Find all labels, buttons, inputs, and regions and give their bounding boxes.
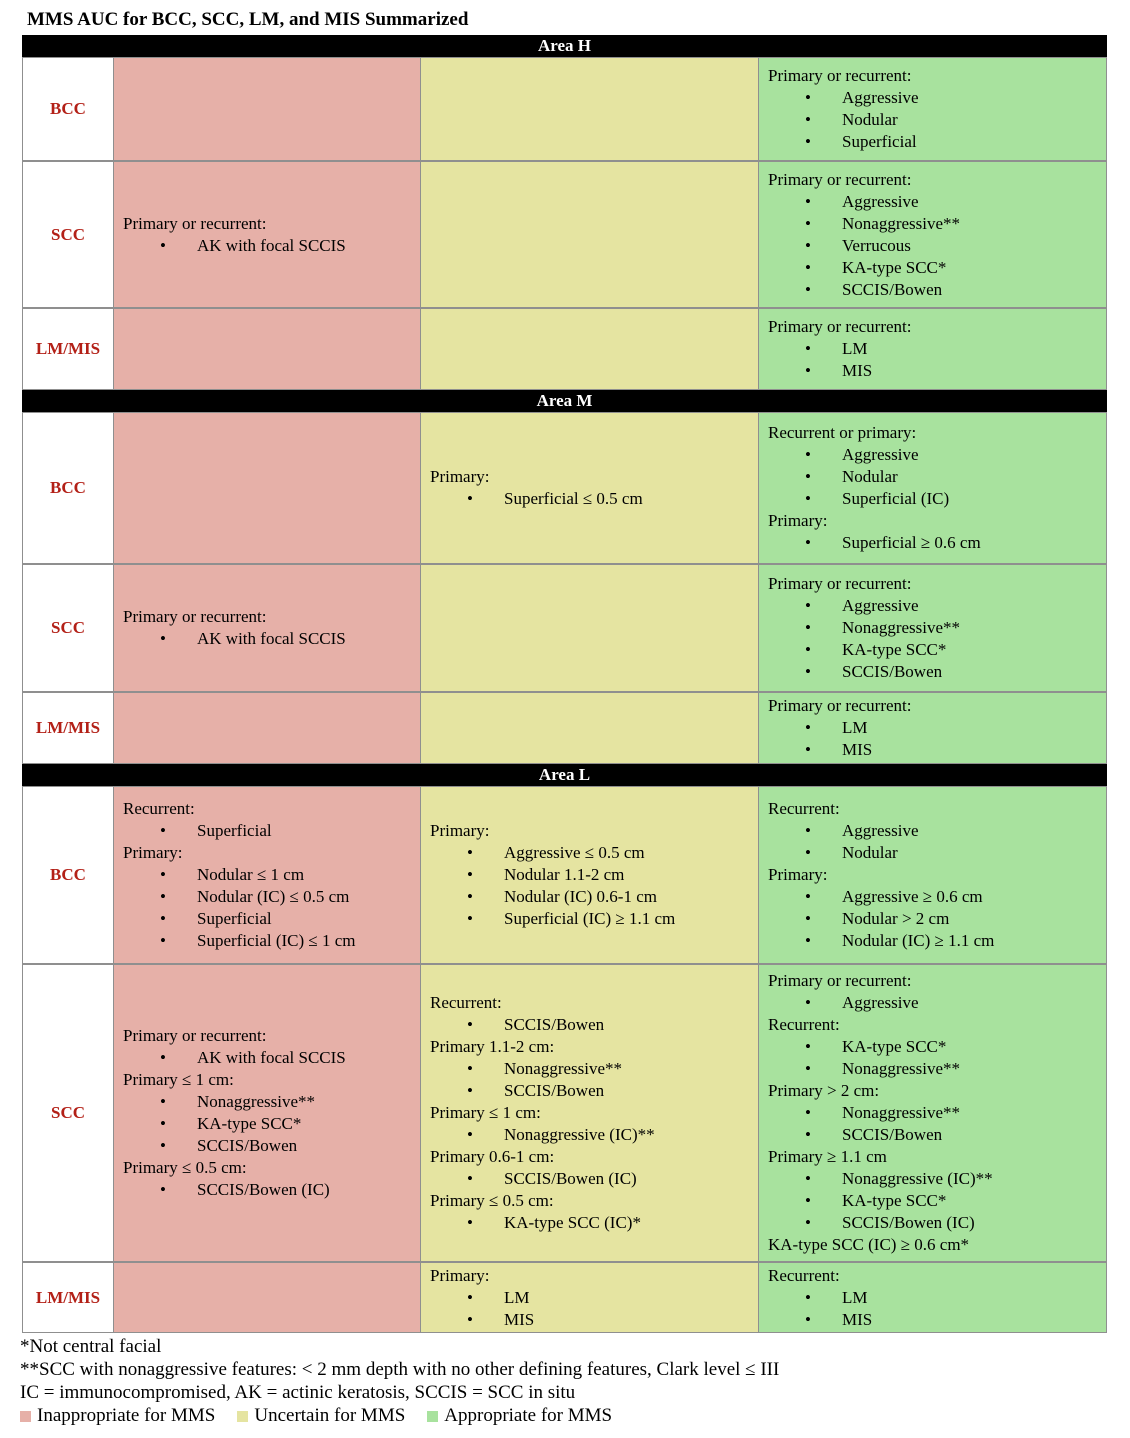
criteria-heading: Primary: [768, 511, 828, 530]
criteria-heading: Recurrent: [123, 799, 195, 818]
criteria-bullet-item: • Aggressive ≥ 0.6 cm [768, 886, 994, 908]
criteria-bullet-item: • SCCIS/Bowen [430, 1014, 655, 1036]
criteria-heading: Primary or recurrent: [123, 607, 267, 626]
criteria-bullet-item: • Nodular (IC) 0.6-1 cm [430, 886, 675, 908]
inappropriate-cell [113, 1262, 421, 1333]
legend-item [20, 1405, 215, 1427]
uncertain-cell [420, 964, 759, 1262]
criteria-heading: Primary or recurrent: [768, 169, 912, 189]
criteria-bullet-item: • Nonaggressive** [768, 213, 960, 235]
criteria-bullet-item: • SCCIS/Bowen (IC) [123, 1179, 346, 1201]
criteria-heading: KA-type SCC (IC) ≥ 0.6 cm* [768, 1235, 970, 1254]
appropriate-cell [758, 161, 1107, 308]
appropriate-cell [758, 1262, 1107, 1333]
tumor-type-cell: SCC [22, 564, 114, 692]
criteria-heading: Primary ≤ 1 cm: [123, 1070, 234, 1089]
criteria-heading: Recurrent: [768, 1265, 840, 1285]
criteria-bullet-item: • Nodular [768, 109, 918, 131]
inappropriate-cell [113, 564, 421, 692]
criteria-bullet-item: • Nodular ≤ 1 cm [123, 864, 356, 886]
criteria-bullet-item: • Aggressive ≤ 0.5 cm [430, 842, 675, 864]
criteria-bullet-item: • MIS [768, 1309, 872, 1331]
criteria-bullet-item: • Superficial (IC) ≤ 1 cm [123, 930, 356, 952]
area-header: Area H [22, 35, 1107, 57]
appropriate-cell [758, 964, 1107, 1262]
table-row [22, 964, 1107, 1262]
criteria-heading: Primary: [768, 865, 828, 884]
criteria-bullet-item: • LM [768, 338, 912, 360]
criteria-bullet-item: • MIS [430, 1309, 534, 1331]
criteria-bullet-item: • SCCIS/Bowen [768, 661, 960, 683]
criteria-bullet-item: • SCCIS/Bowen [768, 1124, 993, 1146]
criteria-bullet-item: • Superficial [123, 908, 356, 930]
criteria-heading: Primary: [430, 821, 490, 840]
legend-item [427, 1405, 612, 1427]
criteria-heading: Primary ≥ 1.1 cm [768, 1147, 887, 1166]
legend-item [237, 1405, 405, 1427]
criteria-heading: Primary > 2 cm: [768, 1081, 880, 1100]
criteria-bullet-item: • KA-type SCC* [123, 1113, 346, 1135]
area-header: Area M [22, 390, 1107, 412]
criteria-heading: Primary ≤ 1 cm: [430, 1103, 541, 1122]
criteria-bullet-item: • Superficial [768, 131, 918, 153]
criteria-bullet-item: • Verrucous [768, 235, 960, 257]
appropriate-cell [758, 786, 1107, 964]
criteria-bullet-item: • SCCIS/Bowen (IC) [430, 1168, 655, 1190]
criteria-bullet-item: • KA-type SCC (IC)* [430, 1212, 655, 1234]
legend-label: Inappropriate for MMS [37, 1405, 216, 1426]
criteria-heading: Primary or recurrent: [123, 213, 267, 233]
criteria-heading: Recurrent or primary: [768, 423, 917, 442]
criteria-bullet-item: • Nonaggressive (IC)** [430, 1124, 655, 1146]
criteria-bullet-item: • Aggressive [768, 595, 960, 617]
criteria-bullet-item: • LM [768, 1287, 872, 1309]
criteria-bullet-item: • Aggressive [768, 820, 994, 842]
criteria-bullet-item: • Aggressive [768, 992, 993, 1014]
appropriate-cell [758, 57, 1107, 161]
criteria-bullet-item: • Nonaggressive** [768, 1058, 993, 1080]
table-row [22, 1262, 1107, 1333]
inappropriate-cell [113, 692, 421, 764]
criteria-heading: Recurrent: [768, 799, 840, 818]
legend-swatch [427, 1411, 438, 1422]
criteria-heading: Primary or recurrent: [768, 574, 912, 593]
uncertain-cell [420, 308, 759, 390]
table-row [22, 786, 1107, 964]
criteria-bullet-item: • Nonaggressive** [768, 1102, 993, 1124]
legend-swatch [20, 1411, 31, 1422]
uncertain-cell [420, 786, 759, 964]
tumor-type-cell: SCC [22, 964, 114, 1262]
tumor-type-cell: LM/MIS [22, 692, 114, 764]
tumor-type-cell: BCC [22, 786, 114, 964]
uncertain-cell [420, 412, 759, 564]
criteria-bullet-item: • Superficial ≥ 0.6 cm [768, 532, 981, 554]
criteria-bullet-item: • KA-type SCC* [768, 639, 960, 661]
appropriate-cell [758, 308, 1107, 390]
criteria-bullet-item: • Nodular [768, 466, 981, 488]
criteria-bullet-item: • Aggressive [768, 87, 918, 109]
criteria-bullet-item: • Nonaggressive (IC)** [768, 1168, 993, 1190]
criteria-bullet-item: • LM [430, 1287, 534, 1309]
criteria-heading: Primary 0.6-1 cm: [430, 1147, 555, 1166]
inappropriate-cell [113, 57, 421, 161]
footnote: *Not central facial [20, 1336, 162, 1357]
criteria-bullet-item: • SCCIS/Bowen (IC) [768, 1212, 993, 1234]
uncertain-cell [420, 1262, 759, 1333]
uncertain-cell [420, 692, 759, 764]
uncertain-cell [420, 564, 759, 692]
criteria-bullet-item: • AK with focal SCCIS [123, 628, 346, 650]
inappropriate-cell [113, 786, 421, 964]
criteria-heading: Primary: [430, 467, 490, 486]
uncertain-cell [420, 161, 759, 308]
table-row [22, 412, 1107, 564]
criteria-heading: Primary: [123, 843, 183, 862]
legend-label: Appropriate for MMS [444, 1405, 613, 1426]
criteria-bullet-item: • SCCIS/Bowen [123, 1135, 346, 1157]
criteria-bullet-item: • KA-type SCC* [768, 257, 960, 279]
criteria-bullet-item: • Nonaggressive** [123, 1091, 346, 1113]
criteria-bullet-item: • LM [768, 717, 912, 739]
criteria-heading: Primary or recurrent: [123, 1026, 267, 1045]
tumor-type-cell: BCC [22, 412, 114, 564]
criteria-bullet-item: • AK with focal SCCIS [123, 235, 346, 257]
inappropriate-cell [113, 161, 421, 308]
tumor-type-cell: LM/MIS [22, 1262, 114, 1333]
criteria-bullet-item: • Nonaggressive** [430, 1058, 655, 1080]
criteria-bullet-item: • SCCIS/Bowen [768, 279, 960, 301]
area-header: Area L [22, 764, 1107, 786]
legend [20, 1405, 634, 1427]
criteria-bullet-item: • Nodular (IC) ≤ 0.5 cm [123, 886, 356, 908]
auc-table [22, 35, 1107, 1333]
table-row [22, 308, 1107, 390]
criteria-bullet-item: • Superficial [123, 820, 356, 842]
criteria-heading: Recurrent: [768, 1015, 840, 1034]
criteria-bullet-item: • AK with focal SCCIS [123, 1047, 346, 1069]
criteria-bullet-item: • Aggressive [768, 191, 960, 213]
criteria-heading: Recurrent: [430, 993, 502, 1012]
criteria-heading: Primary: [430, 1265, 490, 1285]
inappropriate-cell [113, 412, 421, 564]
inappropriate-cell [113, 308, 421, 390]
criteria-heading: Primary 1.1-2 cm: [430, 1037, 555, 1056]
criteria-bullet-item: • MIS [768, 739, 912, 761]
table-row [22, 161, 1107, 308]
criteria-bullet-item: • Nodular [768, 842, 994, 864]
criteria-heading: Primary ≤ 0.5 cm: [123, 1158, 247, 1177]
footnote: **SCC with nonaggressive features: < 2 mm depth with no other defining features, Clark level ≤ III [20, 1359, 780, 1380]
criteria-bullet-item: • MIS [768, 360, 912, 382]
criteria-heading: Primary or recurrent: [768, 317, 912, 336]
criteria-bullet-item: • Nodular (IC) ≥ 1.1 cm [768, 930, 994, 952]
table-row [22, 692, 1107, 764]
legend-label: Uncertain for MMS [254, 1405, 406, 1426]
criteria-bullet-item: • Nodular > 2 cm [768, 908, 994, 930]
tumor-type-cell: SCC [22, 161, 114, 308]
appropriate-cell [758, 412, 1107, 564]
document-title: MMS AUC for BCC, SCC, LM, and MIS Summarized [27, 9, 469, 30]
uncertain-cell [420, 57, 759, 161]
criteria-bullet-item: • Superficial (IC) [768, 488, 981, 510]
criteria-bullet-item: • KA-type SCC* [768, 1190, 993, 1212]
criteria-heading: Primary or recurrent: [768, 971, 912, 990]
criteria-bullet-item: • SCCIS/Bowen [430, 1080, 655, 1102]
inappropriate-cell [113, 964, 421, 1262]
table-row [22, 564, 1107, 692]
footnote: IC = immunocompromised, AK = actinic keratosis, SCCIS = SCC in situ [20, 1382, 576, 1403]
criteria-bullet-item: • Superficial (IC) ≥ 1.1 cm [430, 908, 675, 930]
criteria-bullet-item: • Nonaggressive** [768, 617, 960, 639]
tumor-type-cell: BCC [22, 57, 114, 161]
criteria-bullet-item: • Aggressive [768, 444, 981, 466]
appropriate-cell [758, 564, 1107, 692]
tumor-type-cell: LM/MIS [22, 308, 114, 390]
criteria-heading: Primary or recurrent: [768, 696, 912, 715]
table-row [22, 57, 1107, 161]
legend-swatch [237, 1411, 248, 1422]
appropriate-cell [758, 692, 1107, 764]
criteria-bullet-item: • Nodular 1.1-2 cm [430, 864, 675, 886]
criteria-bullet-item: • KA-type SCC* [768, 1036, 993, 1058]
criteria-heading: Primary ≤ 0.5 cm: [430, 1191, 554, 1210]
criteria-heading: Primary or recurrent: [768, 66, 912, 85]
criteria-bullet-item: • Superficial ≤ 0.5 cm [430, 488, 643, 510]
